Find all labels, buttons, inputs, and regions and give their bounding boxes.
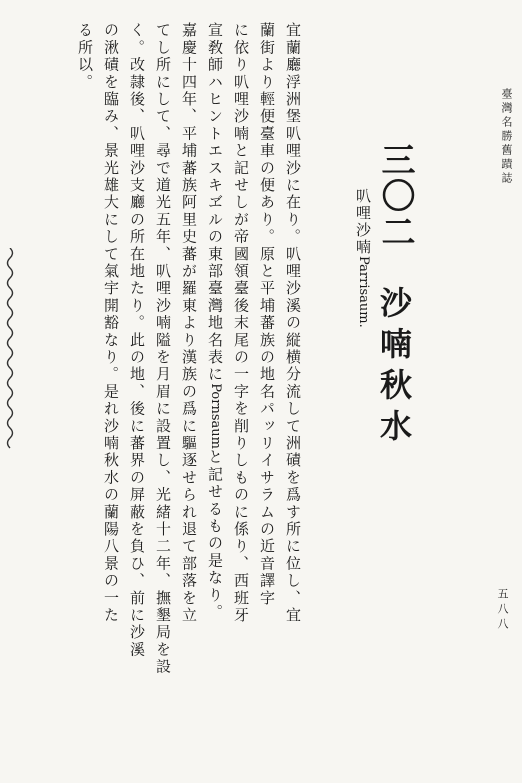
- inline-latin-term: Pornsaum: [208, 383, 223, 449]
- body-column-5: 嘉慶十四年、平埔蕃族阿里史蕃が羅東より漢族の爲に驅逐せられ退て部落を立: [180, 22, 198, 624]
- body-column-4-text: 宣敎師ハヒントエスキヹルの東部臺灣地名表に: [206, 22, 224, 384]
- body-column-7: く。改隷後、叭哩沙支廳の所在地たり。此の地、後に蕃界の屏蔽を負ひ、前に沙溪: [128, 22, 146, 659]
- body-column-8: の湫磧を臨み、景光雄大にして氣宇開豁なり。是れ沙喃秋水の蘭陽八景の一た: [102, 22, 120, 624]
- body-column-3: に依り叭哩沙喃と記せしが帝國領臺後末尾の一字を削りしものに係り、西班牙: [232, 22, 250, 624]
- section-number: 三〇二: [375, 142, 415, 250]
- body-column-4-tail: と記せるもの是なり。: [206, 448, 224, 621]
- body-column-2: 蘭街より輕便臺車の便あり。原と平埔蕃族の地名パッリイサラムの近音譯字: [258, 22, 276, 607]
- body-column-1: 宜蘭廳浮洲堡叭哩沙に在り。叭哩沙溪の縦横分流して洲磧を爲す所に位し、宜: [284, 22, 302, 625]
- running-header: 臺灣名勝舊蹟誌: [500, 88, 513, 186]
- subtitle-japanese: 叭哩沙喃: [354, 188, 372, 256]
- body-column-6: てし所にして、尋で道光五年、叭哩沙喃隘を月眉に設置し、光緒十二年、撫墾局を設: [154, 22, 172, 676]
- section-title: 沙喃秋水: [375, 286, 413, 450]
- body-column-4: [207, 22, 222, 621]
- wavy-rule-ornament: [2, 248, 18, 453]
- section-subtitle: [355, 188, 370, 328]
- subtitle-latin: Parrisaum.: [356, 256, 371, 328]
- page-number: 五八八: [496, 588, 509, 633]
- body-column-9: る所以。: [76, 22, 94, 91]
